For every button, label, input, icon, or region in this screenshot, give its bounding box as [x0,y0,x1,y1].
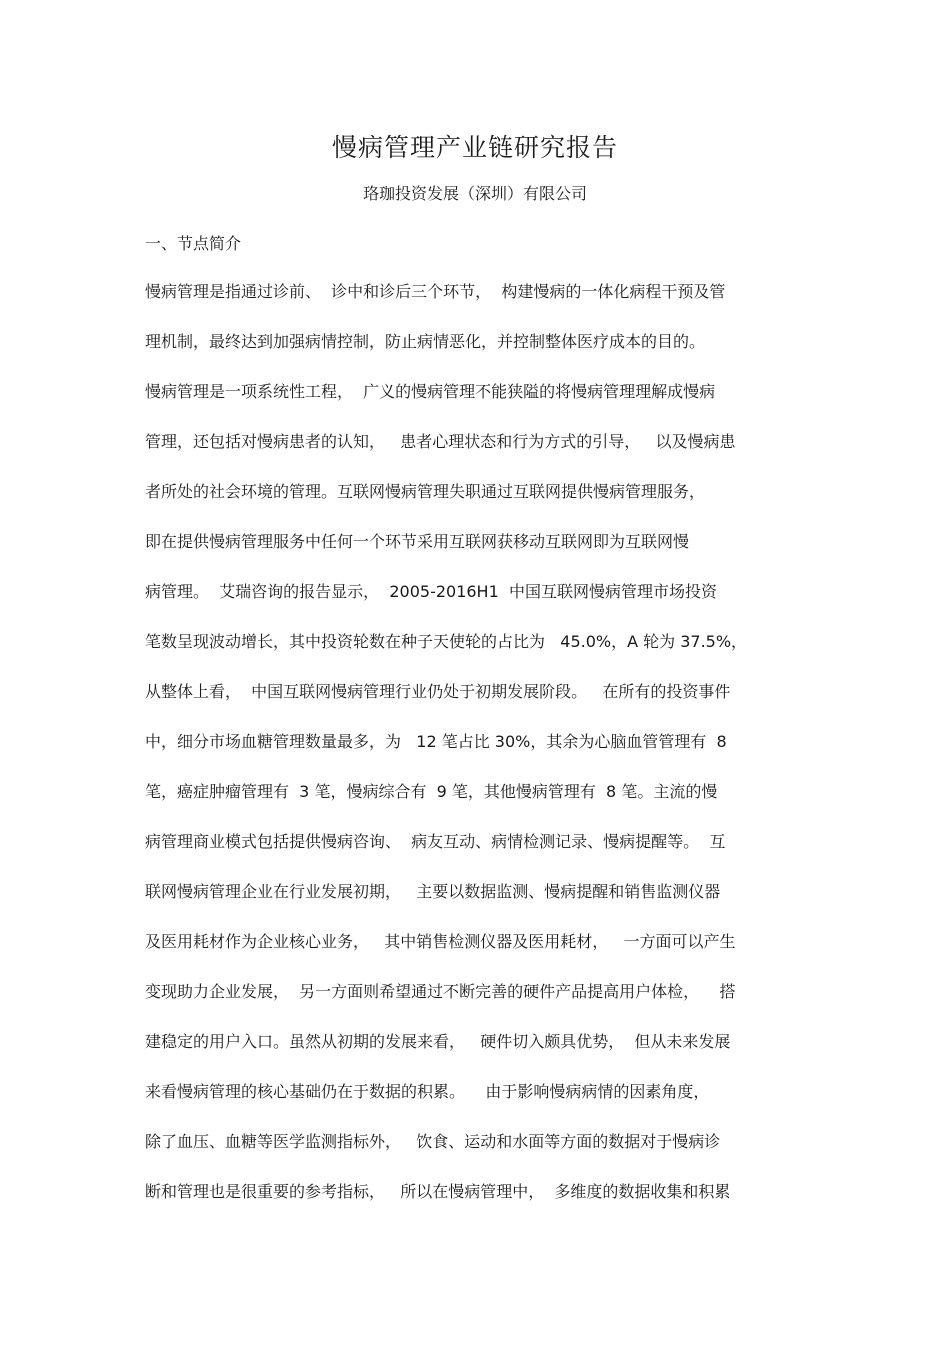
body-line: 病管理。 艾瑞咨询的报告显示， 2005-2016H1 中国互联网慢病管理市场投资 [145,582,717,601]
document-title: 慢病管理产业链研究报告 [331,133,618,162]
body-line: 即在提供慢病管理服务中任何一个环节采用互联网获移动互联网即为互联网慢 [145,532,690,551]
body-text [145,278,810,1228]
body-line: 从整体上看， 中国互联网慢病管理行业仍处于初期发展阶段。 在所有的投资事件 [145,682,731,701]
body-line: 病管理商业模式包括提供慢病咨询、 病友互动、病情检测记录、慢病提醒等。 互 [145,832,726,851]
document-subtitle: 珞珈投资发展（深圳）有限公司 [362,184,587,203]
body-line: 中，细分市场血糖管理数量最多，为 12 笔占比 30%，其余为心脑血管管理有 8 [145,732,727,751]
body-line: 慢病管理是一项系统性工程， 广义的慢病管理不能狭隘的将慢病管理理解成慢病 [145,382,716,401]
body-line: 来看慢病管理的核心基础仍在于数据的积累。 由于影响慢病病情的因素角度， [145,1082,710,1101]
body-line: 理机制，最终达到加强病情控制，防止病情恶化，并控制整体医疗成本的目的。 [145,332,706,351]
body-line: 管理，还包括对慢病患者的认知， 患者心理状态和行为方式的引导， 以及慢病患 [145,432,736,451]
body-line: 笔数呈现波动增长，其中投资轮数在种子天使轮的占比为 45.0%，A 轮为 37.5%， [145,632,748,651]
body-line: 慢病管理是指通过诊前、 诊中和诊后三个环节， 构建慢病的一体化病程干预及管 [145,282,726,301]
body-line: 联网慢病管理企业在行业发展初期， 主要以数据监测、慢病提醒和销售监测仪器 [145,882,721,901]
body-line: 建稳定的用户入口。虽然从初期的发展来看， 硬件切入颇具优势， 但从未来发展 [145,1032,731,1051]
body-line: 笔，癌症肿瘤管理有 3 笔，慢病综合有 9 笔，其他慢病管理有 8 笔。主流的慢 [145,782,718,801]
body-line: 变现助力企业发展， 另一方面则希望通过不断完善的硬件产品提高用户体检， 搭 [145,982,736,1001]
body-line: 者所处的社会环境的管理。互联网慢病管理失职通过互联网提供慢病管理服务， [145,482,706,501]
section-heading: 一、节点简介 [145,234,242,253]
body-line: 除了血压、血糖等医学监测指标外， 饮食、运动和水面等方面的数据对于慢病诊 [145,1132,721,1151]
body-line: 断和管理也是很重要的参考指标， 所以在慢病管理中， 多维度的数据收集和积累 [145,1182,731,1201]
body-line: 及医用耗材作为企业核心业务， 其中销售检测仪器及医用耗材， 一方面可以产生 [145,932,736,951]
